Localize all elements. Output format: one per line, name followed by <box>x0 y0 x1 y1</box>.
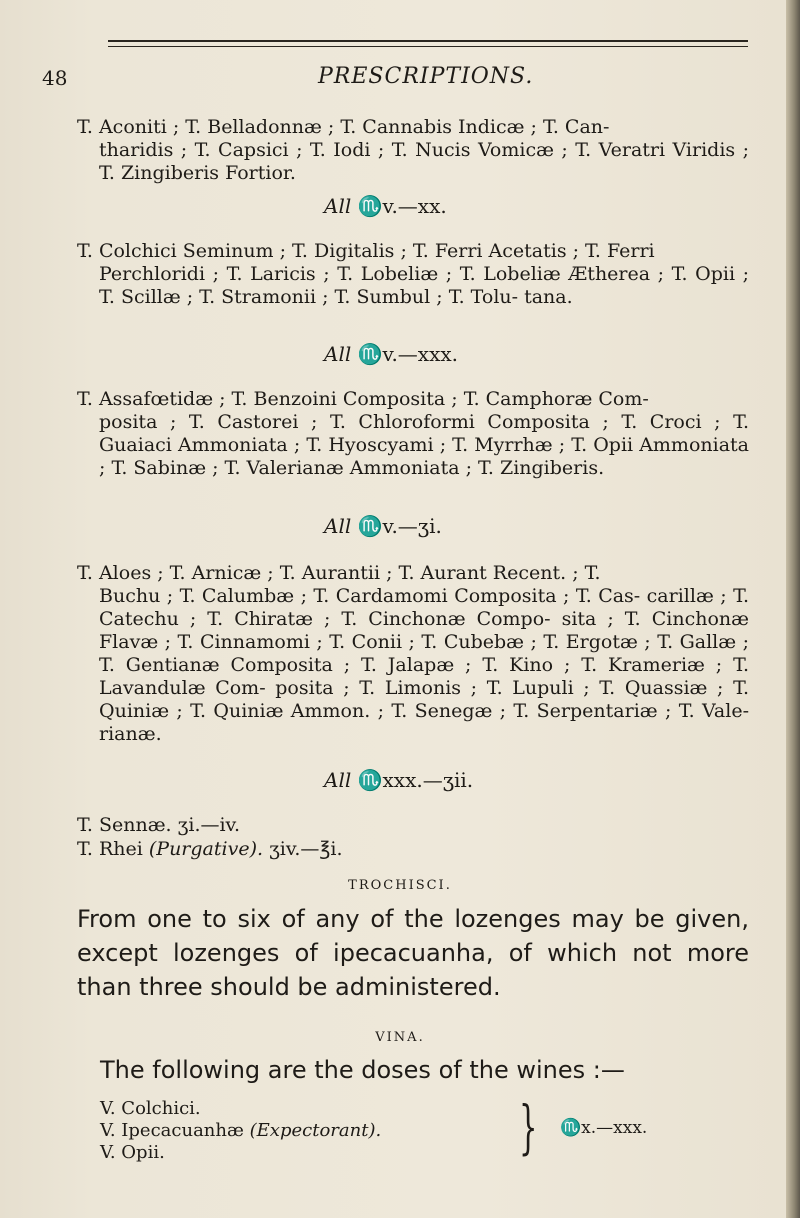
dose-line-4 <box>324 768 473 792</box>
tincture-group-4 <box>77 562 749 746</box>
tincture-list-continued: Buchu ; T. Calumbæ ; T. Cardamomi Composita ; T. Cas- carillæ ; T. Catechu ; T. Chiratæ ; T. Cinchonæ Compo- sita ; T. Cinchonæ Flavæ ; T. Cinnamomi ; T. Conii ; T. Cubebæ ; T. Ergotæ ; T. Gallæ ; T. Gentianæ Composita ; T. Jalapæ ; T. Kino ; T. Krameriæ ; T. Lavandulæ Com- posita ; T. Limonis ; T. Lupuli ; T. Quassiæ ; T. Quiniæ ; T. Quiniæ Ammon. ; T. Senegæ ; T. Serpentariæ ; T. Vale- rianæ. <box>99 585 749 745</box>
tincture-group-3 <box>77 388 749 480</box>
running-title: PRESCRIPTIONS. <box>318 64 534 89</box>
header-rule-thin <box>108 46 748 47</box>
tincture-name: T. Sennæ. <box>77 814 172 836</box>
dose-line-1 <box>324 194 447 218</box>
dose-all: All <box>324 194 352 218</box>
tincture-list-continued: tharidis ; T. Capsici ; T. Iodi ; T. Nucis Vomicæ ; T. Veratri Viridis ; T. Zingiberis Fortior. <box>99 139 749 184</box>
dose-value: ♏xxx.—ʒii. <box>357 768 474 792</box>
header-rule <box>108 40 748 42</box>
single-tincture-senna <box>77 814 240 836</box>
wine-item <box>100 1120 381 1142</box>
dose-value: ♏v.—xx. <box>357 194 447 218</box>
tincture-dose: ʒi.—iv. <box>177 814 241 836</box>
tincture-note: (Purgative). <box>148 838 264 860</box>
tincture-list-first-line: T. Aconiti ; T. Belladonnæ ; T. Cannabis Indicæ ; T. Can- <box>77 116 610 138</box>
section-heading-trochisci: TROCHISCI. <box>348 878 452 893</box>
tincture-name: T. Rhei <box>77 838 143 860</box>
wine-name: V. Ipecacuanhæ <box>100 1120 244 1141</box>
tincture-list-first-line: T. Aloes ; T. Arnicæ ; T. Aurantii ; T. Aurant Recent. ; T. <box>77 562 601 584</box>
dose-all: All <box>324 514 352 538</box>
wine-dose: ♏x.—xxx. <box>560 1118 648 1138</box>
page-number: 48 <box>42 66 68 90</box>
wine-item <box>100 1142 165 1164</box>
tincture-list-first-line: T. Colchici Seminum ; T. Digitalis ; T. Ferri Acetatis ; T. Ferri <box>77 240 655 262</box>
tincture-list-continued: posita ; T. Castorei ; T. Chloroformi Composita ; T. Croci ; T. Guaiaci Ammoniata ; T. Hyoscyami ; T. Myrrhæ ; T. Opii Ammoniata ; T. Sabinæ ; T. Valerianæ Ammoniata ; T. Zingiberis. <box>99 411 749 479</box>
dose-all: All <box>324 342 352 366</box>
wine-item <box>100 1098 201 1120</box>
section-heading-vina: VINA. <box>375 1030 425 1045</box>
tincture-group-1 <box>77 116 749 185</box>
dose-value: ♏v.—xxx. <box>357 342 458 366</box>
tincture-dose: ʒiv.—℥i. <box>269 838 343 860</box>
vina-lead: The following are the doses of the wines :— <box>100 1056 625 1084</box>
wine-name: V. Opii. <box>100 1142 165 1163</box>
wine-brace: } <box>519 1093 538 1161</box>
tincture-group-2 <box>77 240 749 309</box>
wine-name: V. Colchici. <box>100 1098 201 1119</box>
dose-line-2 <box>324 342 458 366</box>
trochisci-text: From one to six of any of the lozenges may be given, except lozenges of ipecacuanha, of which not more than three should be administered. <box>77 905 749 1001</box>
single-tincture-rhei <box>77 838 343 860</box>
tincture-list-continued: Perchloridi ; T. Laricis ; T. Lobeliæ ; T. Lobeliæ Ætherea ; T. Opii ; T. Scillæ ; T. Stramonii ; T. Sumbul ; T. Tolu- tana. <box>99 263 749 308</box>
tincture-list-first-line: T. Assafœtidæ ; T. Benzoini Composita ; T. Camphoræ Com- <box>77 388 649 410</box>
dose-line-3 <box>324 514 442 538</box>
wine-note: (Expectorant). <box>249 1120 382 1141</box>
dose-value: ♏v.—ʒi. <box>357 514 442 538</box>
dose-all: All <box>324 768 352 792</box>
